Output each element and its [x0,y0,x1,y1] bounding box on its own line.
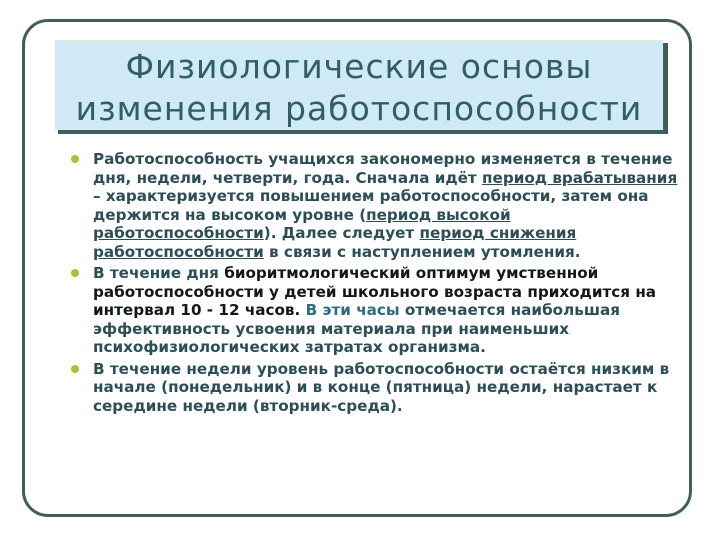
bullet-1-term-decline: период снижения работоспособности [93,224,577,261]
bullet-3-text: В течение недели уровень работоспособности остаётся низким в начале (понедельник) и в конце (пятница) недели, нарастает к середине недели (вторник-среда). [93,359,670,415]
bullet-item-2 [68,264,678,357]
bullet-dot-icon [71,269,79,277]
bullet-2-text: В эти часы [305,301,400,319]
bullet-list [68,150,678,418]
bullet-item-3 [68,360,678,416]
bullet-1-text: в связи с наступлением утомления. [263,242,581,261]
bullet-dot-icon [71,365,79,373]
bullet-1-text: ). Далее следует [263,224,420,242]
bullet-1-text: – характеризуется повышением работоспособности, затем она держится на высоком уровне ( [93,187,649,224]
bullet-1-text: Работоспособность учащихся закономерно изменяется в течение дня, недели, четверти, года. Сначала идёт [93,150,673,187]
bullet-dot-icon [71,155,79,163]
bullet-2-text: В течение дня [93,264,225,282]
slide-title-line-1: Физиологические основы [125,47,593,86]
bullet-item-1 [68,150,678,261]
bullet-1-term-high: период высокой работоспособности [93,205,511,242]
bullet-2-text: отмечается наибольшая эффективность усвоения материала при наименьших психофизиологических затратах организма. [93,301,620,356]
bullet-2-text: . [294,301,306,319]
bullet-1-term-warmup: период врабатывания [482,168,678,187]
slide-title-line-2: изменения работоспособности [75,89,643,128]
slide-title [55,46,663,130]
bullet-2-highlight: биоритмологический оптимум умственной работоспособности у детей школьного возраста приходится на интервал 10 - 12 часов [93,264,657,319]
